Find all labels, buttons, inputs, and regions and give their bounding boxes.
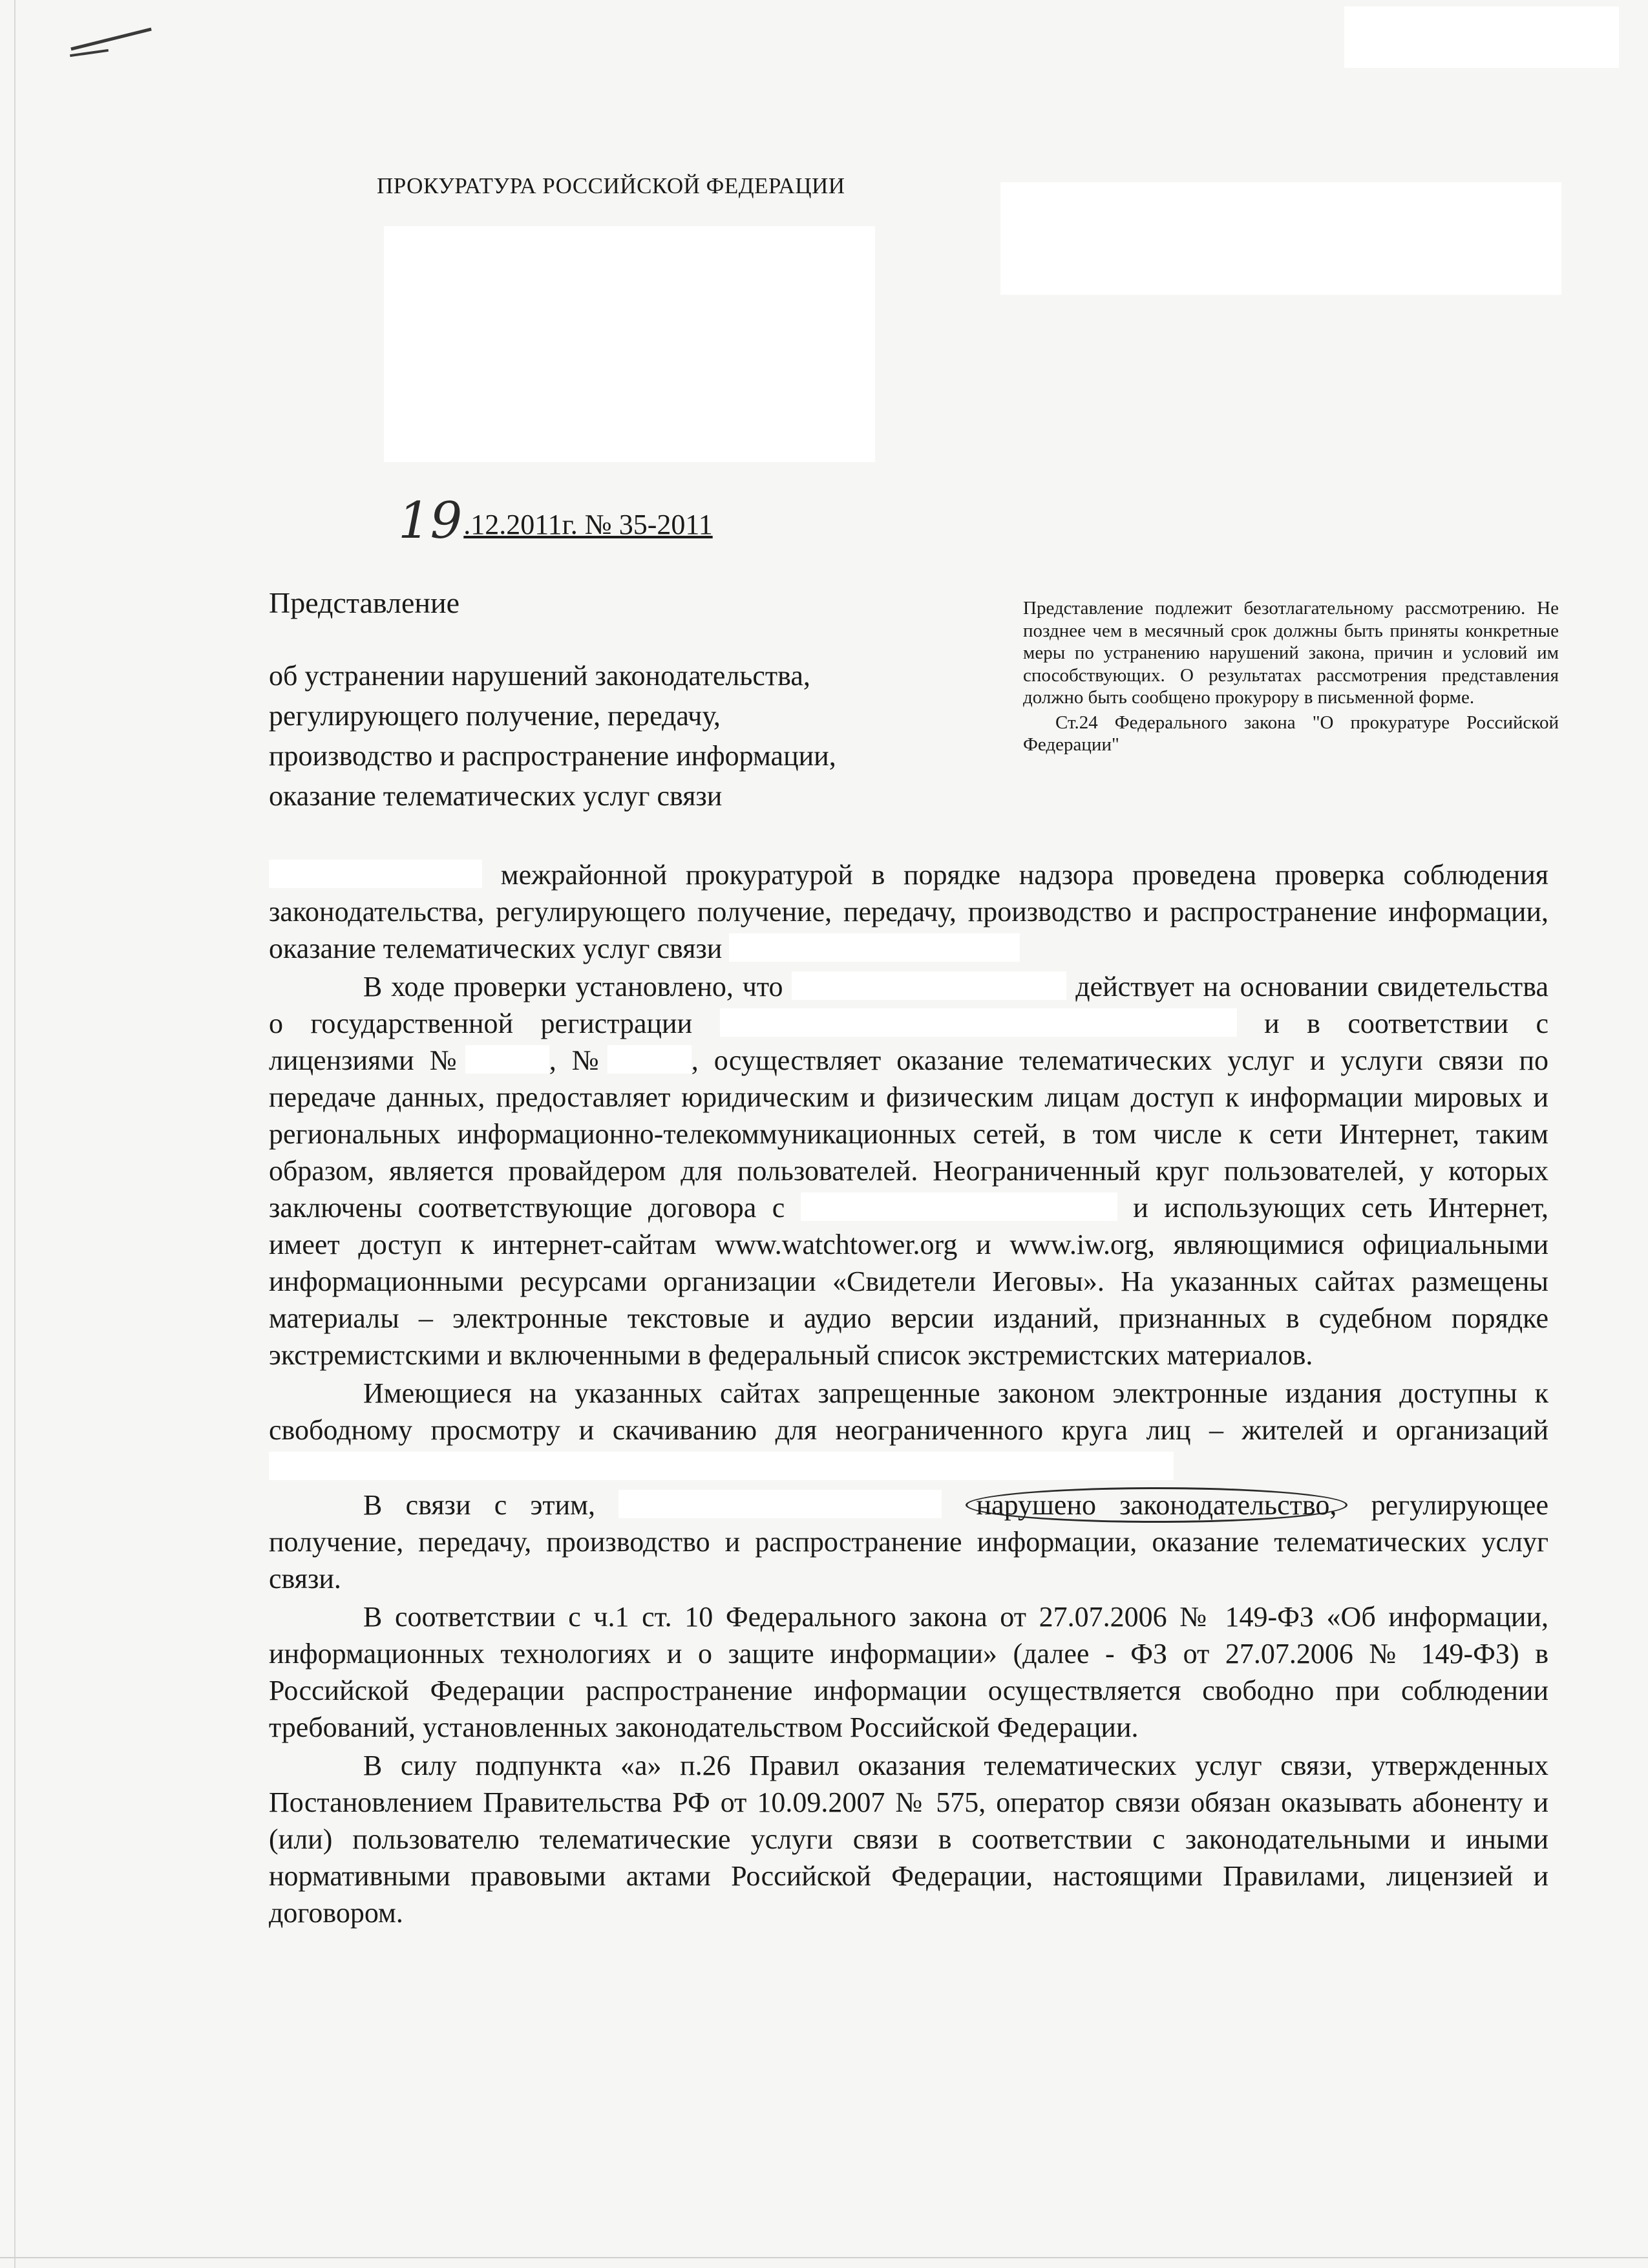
organization-title: ПРОКУРАТУРА РОССИЙСКОЙ ФЕДЕРАЦИИ xyxy=(377,173,845,198)
redaction-inline xyxy=(269,1452,1174,1480)
redaction-inline xyxy=(792,971,1066,1000)
side-note-citation: Ст.24 Федерального закона "О прокуратуре Российской Федерации" xyxy=(1023,712,1559,755)
scan-edge-left xyxy=(14,0,16,2268)
paragraph-1 xyxy=(269,856,1548,967)
paragraph-2-text-b: действует на основании свидетельства о государственной регистрации xyxy=(269,971,1548,1039)
document-type: Представление xyxy=(269,586,460,619)
redaction-inline xyxy=(607,1045,692,1074)
pen-mark xyxy=(70,28,151,51)
redaction-inline xyxy=(618,1490,942,1518)
pen-mark-tail xyxy=(70,49,109,57)
subject-line: оказание телематических услуг связи xyxy=(269,780,723,812)
paragraph-4-text-b: регулирующее получение, передачу, производство и распространение информации, оказание телематических услуг связи. xyxy=(269,1489,1548,1595)
body-text xyxy=(269,856,1548,1931)
redaction-inline xyxy=(269,860,482,888)
paragraph-4 xyxy=(269,1487,1548,1597)
redaction-inline xyxy=(729,933,1020,962)
date-number: .12.2011г. № 35-2011 xyxy=(463,509,713,540)
redaction-address xyxy=(1000,182,1561,295)
circled-phrase: нарушено законодательство, xyxy=(966,1487,1348,1523)
side-note-text: Представление подлежит безотлагательному рассмотрению. Не позднее чем в месячный срок должны быть приняты конкретные меры по устранению нарушений закона, причин и условий им способствующих. О результатах рассмотрения представления должно быть сообщено прокурору в письменной форме. xyxy=(1023,598,1559,708)
redaction-office-name xyxy=(384,226,875,462)
redaction-inline xyxy=(801,1192,1117,1221)
paragraph-3-text: Имеющиеся на указанных сайтах запрещенные законом электронные издания доступны к свободному просмотру и скачиванию для неограниченного круга лиц – жителей и организаций xyxy=(269,1377,1548,1446)
handwritten-day: 19 xyxy=(398,492,463,550)
subject-line: регулирующего получение, передачу, xyxy=(269,700,721,732)
subject-line: производство и распространение информации, xyxy=(269,740,836,772)
redaction-inline xyxy=(720,1008,1237,1037)
paragraph-2-text-c: и в соответствии с лицензиями № xyxy=(269,1008,1549,1076)
paragraph-3 xyxy=(269,1375,1548,1485)
document-date xyxy=(398,488,713,550)
subject-line: об устранении нарушений законодательства, xyxy=(269,660,810,692)
paragraph-2-text-d: , № xyxy=(549,1044,607,1076)
redaction-top-right xyxy=(1344,6,1619,68)
document-subject xyxy=(269,656,980,816)
scan-edge-bottom xyxy=(0,2257,1648,2258)
paragraph-2-text-e: , осуществляет оказание телематических услуг и услуги связи по передаче данных, предоставляет юридическим и физическим лицам доступ к информации мировых и региональных информационно-телекоммуникационных сетей, в том числе к сети Интернет, таким образом, является провайдером для пользователей. Неограниченный круг пользователей, у которых заключены соответствующие договора с xyxy=(269,1044,1548,1224)
paragraph-2-text-f: и использующих сеть Интернет, имеет доступ к интернет-сайтам www.watchtower.org и www.iw.org, являющимися официальными информационными ресурсами организации «Свидетели Иеговы». На указанных сайтах размещены материалы – электронные текстовые и аудио версии изданий, признанных в судебном порядке экстремистскими и включенными в федеральный список экстремистских материалов. xyxy=(269,1192,1548,1371)
paragraph-1-text: межрайонной прокуратурой в порядке надзора проведена проверка соблюдения законодательства, регулирующего получение, передачу, производство и распространение информации, оказание телематических услуг связи xyxy=(269,859,1548,964)
paragraph-4-text-a: В связи с этим, xyxy=(363,1489,596,1521)
paragraph-2 xyxy=(269,968,1548,1373)
paragraph-6: В силу подпункта «а» п.26 Правил оказания телематических услуг связи, утвержденных Постановлением Правительства РФ от 10.09.2007 № 575, оператор связи обязан оказывать абоненту и (или) пользователю телематические услуги связи в соответствии с законодательными и иными нормативными правовыми актами Российской Федерации, настоящими Правилами, лицензией и договором. xyxy=(269,1750,1548,1929)
side-note xyxy=(1023,597,1559,756)
paragraph-5: В соответствии с ч.1 ст. 10 Федерального закона от 27.07.2006 № 149-ФЗ «Об информации, информационных технологиях и о защите информации» (далее - ФЗ от 27.07.2006 № 149-ФЗ) в Российской Федерации распространение информации осуществляется свободно при соблюдении требований, установленных законодательством Российской Федерации. xyxy=(269,1601,1548,1743)
paragraph-2-text-a: В ходе проверки установлено, что xyxy=(363,971,783,1002)
redaction-inline xyxy=(465,1045,549,1074)
